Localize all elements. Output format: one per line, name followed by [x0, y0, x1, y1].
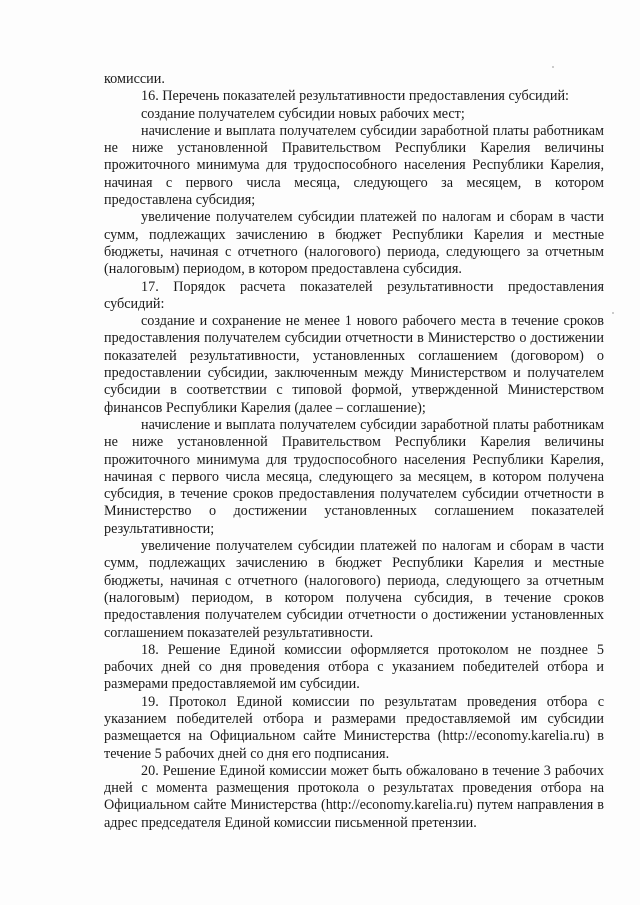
paragraph-20: 20. Решение Единой комиссии может быть обжаловано в течение 3 рабочих дней с момента размещения протокола о результатах проведения отбора на Официальном сайте Министерства (http://economy.karelia.ru) путем направления в адрес председателя Единой комиссии письменной претензии. — [104, 762, 604, 831]
scan-speck — [552, 66, 554, 68]
paragraph-19: 19. Протокол Единой комиссии по результатам проведения отбора с указанием победителей отбора и размерами предоставляемой им субсидии размещается на Официальном сайте Министерства (http://economy.karelia.ru) в течение 5 рабочих дней со дня его подписания. — [104, 693, 604, 762]
paragraph-17-item-3: увеличение получателем субсидии платежей по налогам и сборам в части сумм, подлежащих зачислению в бюджет Республики Карелия и местные бюджеты, начиная с отчетного (налогового) периода, следующего за отчетным (налоговым) периодом, в котором получена субсидия, в течение сроков предоставления получателем субсидии отчетности о достижении установленных соглашением показателей результативности. — [104, 538, 604, 641]
scan-speck — [612, 312, 614, 314]
paragraph-16-item-2: начисление и выплата получателем субсидии заработной платы работникам не ниже установленной Правительством Республики Карелия величины прожиточного минимума для трудоспособного населения Республики Карелия, начиная с первого числа месяца, следующего за месяцем, в котором предоставлена субсидия; — [104, 122, 604, 209]
paragraph-17-item-1: создание и сохранение не менее 1 нового рабочего места в течение сроков предоставления получателем субсидии отчетности в Министерство о достижении показателей результативности, установленных соглашением (договором) о предоставлении субсидии, заключенным между Министерством и получателем субсидии в соответствии с типовой формой, утвержденной Министерством финансов Республики Карелия (далее – соглашение); — [104, 313, 604, 416]
paragraph-17-heading: 17. Порядок расчета показателей результативности предоставления субсидий: — [104, 278, 604, 312]
paragraph-16-heading: 16. Перечень показателей результативности предоставления субсидий: — [141, 88, 569, 105]
paragraph-16-item-1: создание получателем субсидии новых рабочих мест; — [141, 105, 465, 122]
paragraph-continuation: комиссии. — [104, 71, 165, 87]
paragraph-16-item-3: увеличение получателем субсидии платежей по налогам и сборам в части сумм, подлежащих зачислению в бюджет Республики Карелия и местные бюджеты, начиная с отчетного (налогового) периода, следующего за отчетным (налоговым) периодом, в котором предоставлена субсидия. — [104, 209, 604, 278]
paragraph-18: 18. Решение Единой комиссии оформляется протоколом не позднее 5 рабочих дней со дня проведения отбора с указанием победителей отбора и размерами предоставляемой им субсидии. — [104, 641, 604, 693]
paragraph-17-item-2: начисление и выплата получателем субсидии заработной платы работникам не ниже установленной Правительством Республики Карелия величины прожиточного минимума для трудоспособного населения Республики Карелия, начиная с первого числа месяца, следующего за месяцем, в котором получена субсидия, в течение сроков предоставления получателем субсидии отчетности в Министерство о достижении установленных соглашением показателей результативности; — [104, 416, 604, 537]
